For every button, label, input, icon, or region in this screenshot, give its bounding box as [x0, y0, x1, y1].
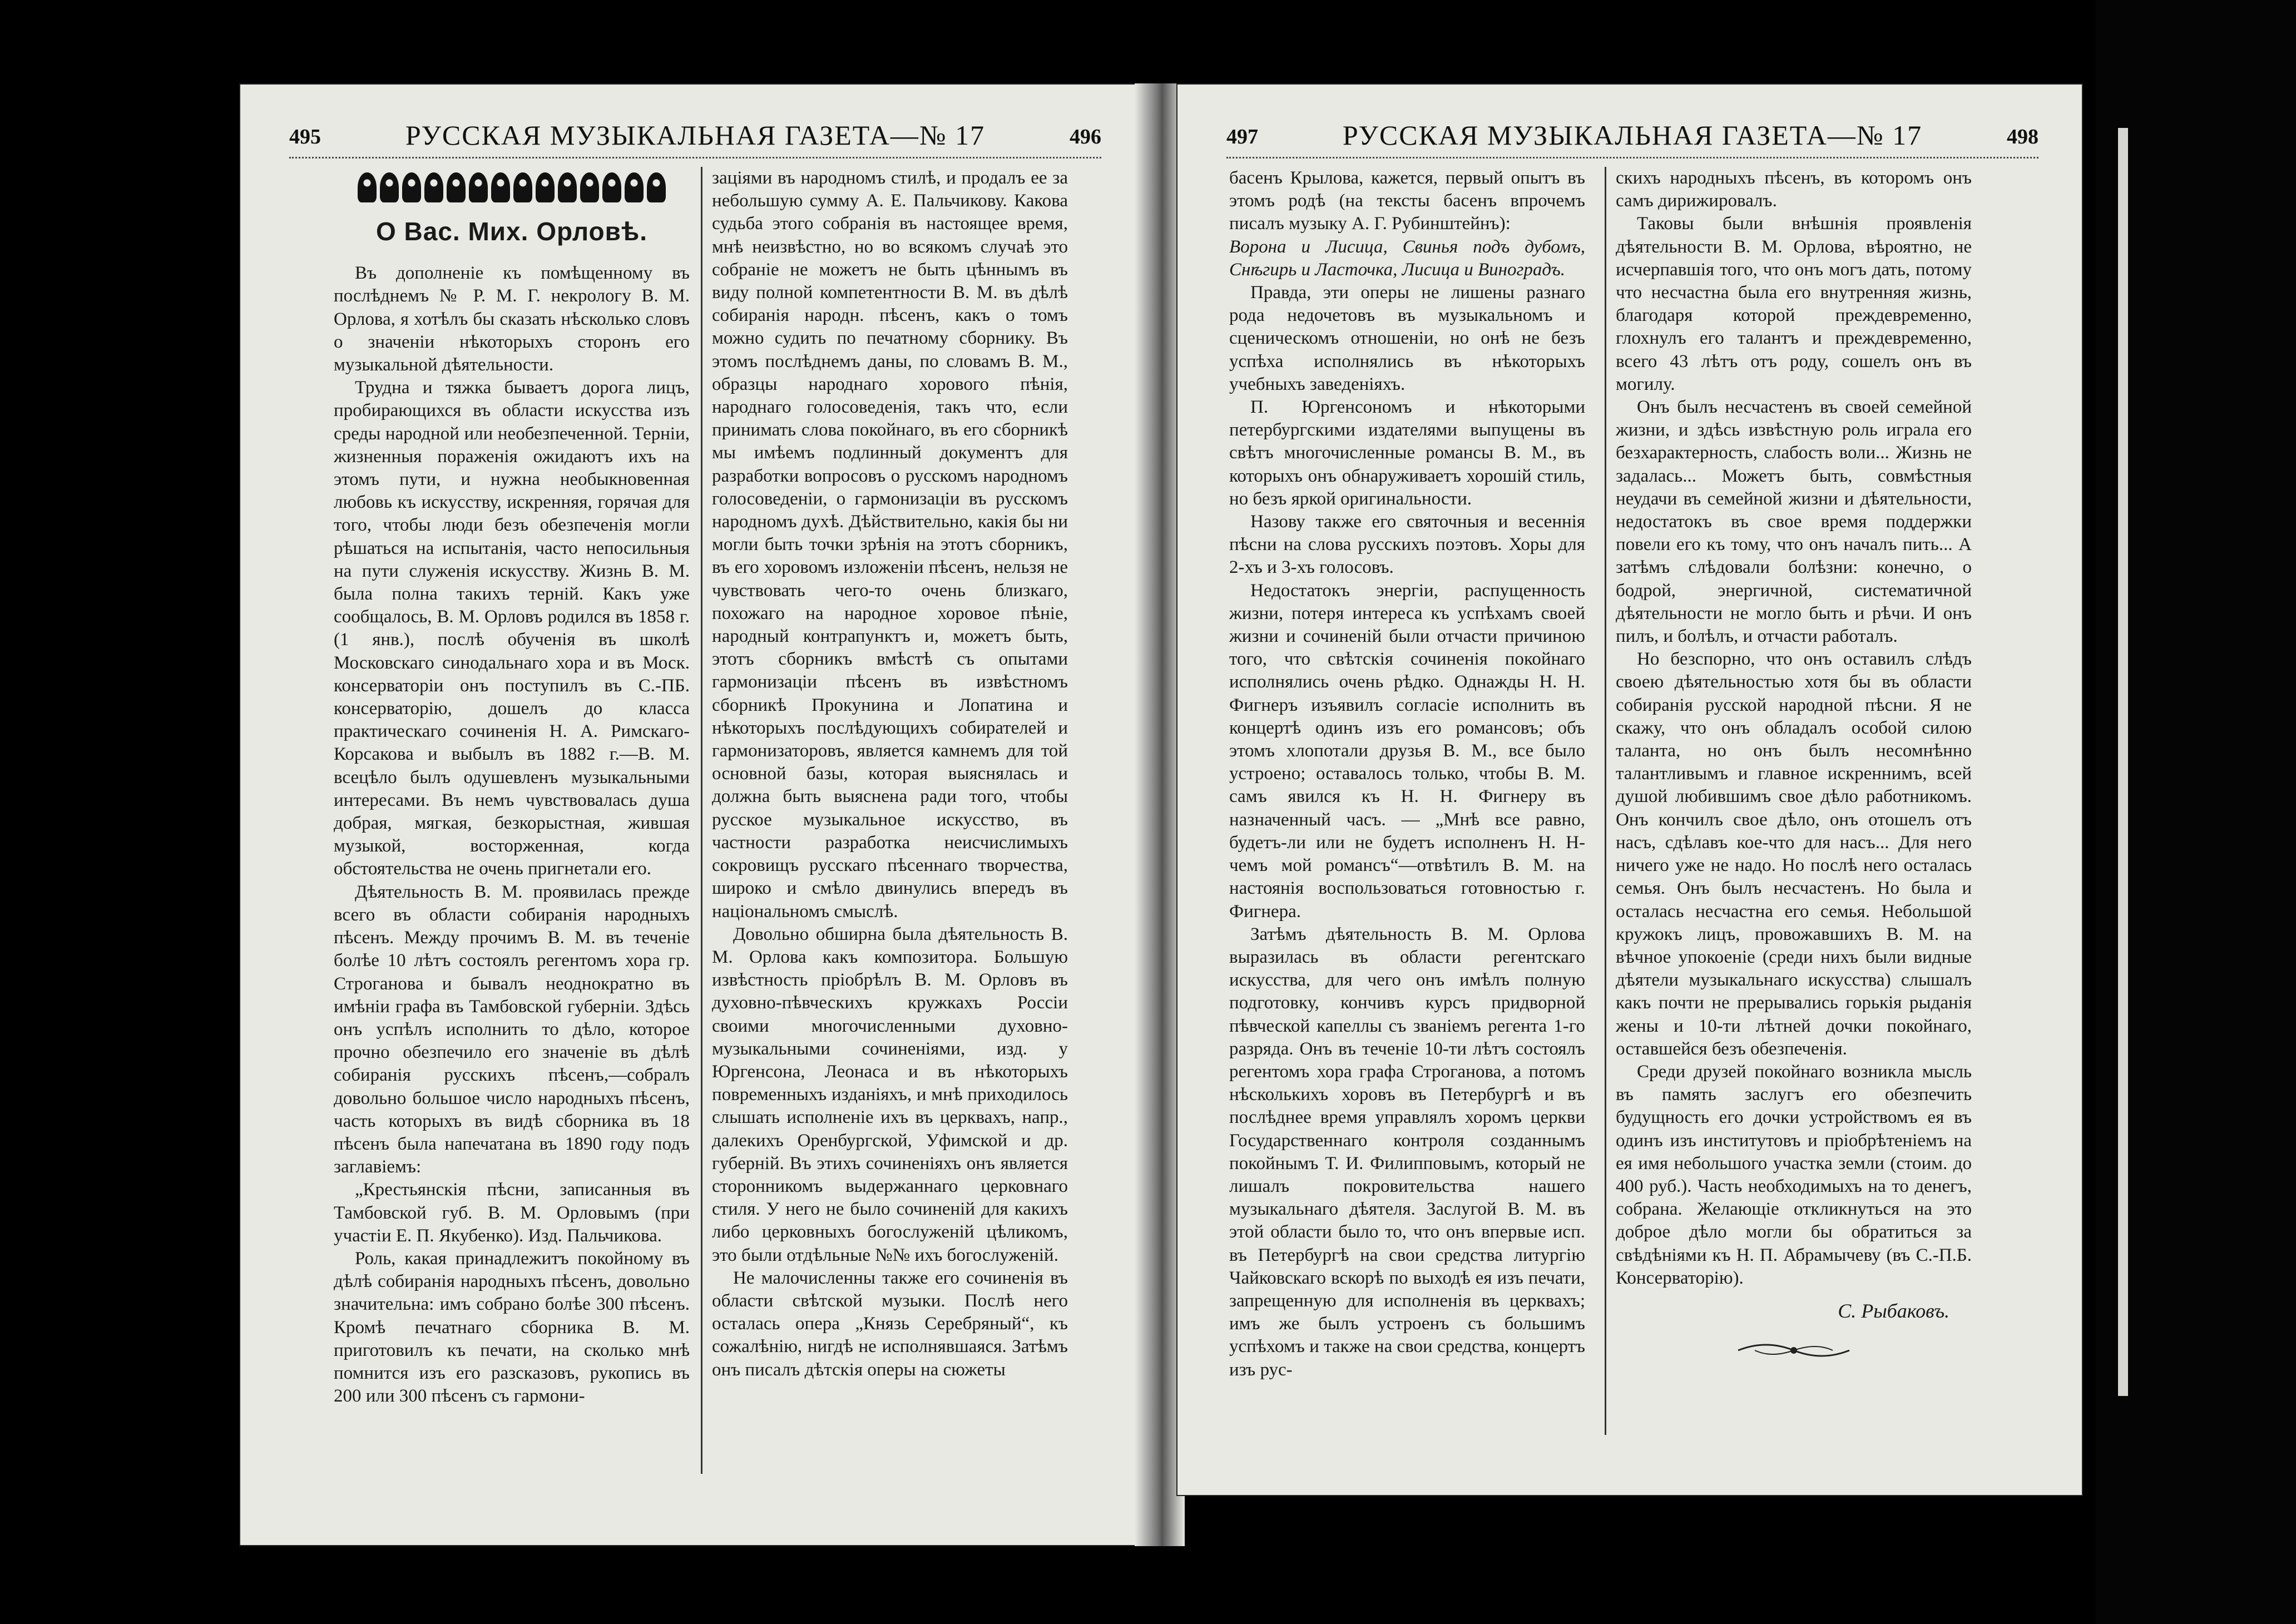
paragraph: Трудна и тяжка бываетъ дорога лицъ, пробирающихся въ области искусства изъ среды народной или необезпеченной. Терніи, жизненныя пораженія ожидаютъ ихъ на этомъ пути, и нужна необыкновенная любовь къ искусству, искренняя, горячая для того, чтобы люди безъ обезпеченія могли рѣшаться на испытанія, часто непосильныя на пути служенія искусству. Жизнь В. М. была полна такихъ терній. Какъ уже сообщалось, В. М. Орловъ родился въ 1858 г. (1 янв.), послѣ обученія въ школѣ Московскаго синодальнаго хора и въ Моск. консерваторіи онъ поступилъ въ С.-ПБ. консерваторію, дошелъ до класса практическаго сочиненія Н. А. Римскаго-Корсакова и выбылъ въ 1882 г.—В. М. всецѣло былъ одушевленъ музыкальными интересами. Въ немъ чувствовалась душа добрая, мягкая, безкорыстная, жившая музыкой, восторженная, когда обстоятельства не очень пригнетали его. — [334, 378, 690, 879]
column-1 — [334, 167, 690, 1408]
paragraph: скихъ народныхъ пѣсенъ, въ которомъ онъ самъ дирижировалъ. — [1616, 168, 1972, 211]
paragraph: Среди друзей покойнаго возникла мысль въ память заслугъ его обезпечить будущность его дочки устройствомъ ея въ одинъ изъ институтовъ и пріобрѣтеніемъ на ея имя небольшого участка земли (стоим. до 400 руб.). Часть необходимыхъ на то денегъ, собрана. Желающіе откликнуться на это доброе дѣло могли бы обратиться за свѣдѣніями къ Н. П. Абрамычеву (въ С.-П.Б. Консерваторію). — [1616, 1061, 1972, 1288]
ornament-icon — [334, 172, 690, 206]
paragraph: Дѣятельность В. М. проявилась прежде всего въ области собиранія народныхъ пѣсенъ. Между прочимъ В. М. въ теченіе болѣе 10 лѣтъ состоялъ регентомъ хора гр. Строганова и бывалъ неоднократно въ имѣніи графа въ Тамбовской губерніи. Здѣсь онъ успѣлъ исполнить то дѣло, которое прочно обезпечило его значеніе въ дѣлѣ собиранія русскихъ пѣсенъ,—собралъ довольно большое число народныхъ пѣсенъ, часть которыхъ въ видѣ сборника въ 18 пѣсенъ была напечатана въ 1890 году подъ заглавіемъ: — [334, 882, 690, 1177]
page-header — [1226, 117, 2038, 156]
header-rule — [289, 157, 1101, 159]
paragraph: Роль, какая принадлежитъ покойному въ дѣлѣ собиранія народныхъ пѣсенъ, довольно значительна: имъ собрано болѣе 300 пѣсенъ. Кромѣ печатнаго сборника В. М. приготовилъ къ печати, на сколько мнѣ помнится изъ его разсказовъ, рукопись въ 200 или 300 пѣсенъ съ гармони- — [334, 1248, 690, 1407]
end-ornament-icon — [1733, 1339, 1855, 1361]
masthead: РУССКАЯ МУЗЫКАЛЬНАЯ ГАЗЕТА—№ 17 — [405, 120, 986, 151]
page-number: 498 — [2007, 125, 2038, 148]
paragraph: Онъ былъ несчастенъ въ своей семейной жизни, и здѣсь извѣстную роль играла его безхарактерность, слабость воли... Жизнь не задалась... Можетъ быть, совмѣстныя неудачи въ семейной жизни и дѣятельности, недостатокъ въ свое время поддержки повели его къ тому, что онъ началъ пить... А затѣмъ слѣдовали болѣзни: конечно, о бодрой, энергичной, систематичной дѣятельности не могло быть и рѣчи. И онъ пилъ, и болѣлъ, и отчасти работалъ. — [1616, 397, 1972, 647]
paragraph: „Крестьянскія пѣсни, записанныя въ Тамбовской губ. В. М. Орловымъ (при участіи Е. П. Якубенко). Изд. Пальчикова. — [334, 1180, 690, 1246]
paragraph: басенъ Крылова, кажется, первый опытъ въ этомъ родѣ (на тексты басенъ впрочемъ писалъ музыку А. Г. Рубинштейнъ): — [1229, 168, 1585, 234]
paragraph: П. Юргенсономъ и нѣкоторыми петербургскими издателями выпущены въ свѣтъ многочисленные романсы В. М., въ которыхъ онъ обнаруживаетъ хорошій стиль, но безъ яркой оригинальности. — [1229, 397, 1585, 509]
author-signature: С. Рыбаковъ. — [1838, 1299, 1949, 1322]
header-rule — [1226, 157, 2038, 159]
column-1 — [1229, 167, 1585, 1382]
paragraph: Но безспорно, что онъ оставилъ слѣдъ своею дѣятельностью хотя бы въ области собиранія русской народной пѣсни. Я не скажу, что онъ обладалъ особой силою таланта, но онъ былъ несомнѣнно талантливымъ и главное искреннимъ, всей душой любившимъ свое дѣло работникомъ. Онъ кончилъ свое дѣло, онъ отошелъ отъ насъ, сдѣлавъ кое-что для насъ... Для него ничего уже не надо. Но послѣ него осталась семья. Онъ былъ несчастенъ. Но была и осталась несчастна его семья. Небольшой кружокъ лицъ, провожавшихъ В. М. на вѣчное упокоеніе (среди нихъ были видные дѣятели музыкальнаго искусства) слышалъ какъ почти не прерывались горькія рыданія жены и 10-ти лѣтней дочки покойнаго, оставшейся безъ обезпеченія. — [1616, 649, 1972, 1059]
opera-list: Ворона и Лисица, Свинья подъ дубомъ, Снѣгирь и Ласточка, Лисица и Виноградъ. — [1229, 236, 1585, 280]
left-page — [239, 83, 1146, 1546]
binding-edge — [2096, 0, 2296, 1624]
right-page — [1176, 83, 2083, 1496]
column-divider — [1605, 167, 1606, 1435]
paragraph: Затѣмъ дѣятельность В. М. Орлова выразилась въ области регентскаго искусства, для чего онъ имѣлъ полную подготовку, кончивъ курсъ придворной пѣвческой капеллы съ званіемъ регента 1-го разряда. Онъ въ теченіе 10-ти лѣтъ состоялъ регентомъ хора графа Строганова, а потомъ нѣсколькихъ хоровъ въ Петербургѣ и въ послѣднее время управлялъ хоромъ церкви Государственнаго контроля созданнымъ покойнымъ Т. И. Филипповымъ, который не лишалъ покровительства нашего музыкальнаго дѣятеля. Заслугой В. М. въ этой области было то, что онъ впервые исп. въ Петербургѣ на свои средства литургію Чайковскаго вскорѣ по выходѣ ея изъ печати, запрещенную для исполненія въ церквахъ; имъ же былъ устроенъ съ большимъ успѣхомъ и также на свои средства, концертъ изъ рус- — [1229, 924, 1585, 1380]
page-number: 495 — [289, 125, 321, 148]
paragraph: Въ дополненіе къ помѣщенному въ послѣднемъ № Р. М. Г. некрологу В. М. Орлова, я хотѣлъ бы сказать нѣсколько словъ о значеніи нѣкоторыхъ сторонъ его музыкальной дѣятельности. — [334, 263, 690, 375]
column-2 — [712, 167, 1068, 1382]
paragraph: Недостатокъ энергіи, распущенность жизни, потеря интереса къ успѣхамъ своей жизни и сочиненій были отчасти причиною того, что свѣтскія сочиненія покойнаго исполнялись очень рѣдко. Однажды Н. Н. Фигнеръ изъявилъ согласіе исполнить въ концертѣ одинъ изъ его романсовъ; объ этомъ хлопотали друзья В. М., все было устроено; оставалось только, чтобы В. М. самъ явился къ Н. Н. Фигнеру въ назначенный часъ. — „Мнѣ все равно, будетъ-ли или не будетъ исполненъ Н. Н-чемъ мой романсъ“—отвѣтилъ В. М. на настоянія воспользоваться готовностью г. Фигнера. — [1229, 580, 1585, 922]
page-number: 496 — [1070, 125, 1101, 148]
paragraph: Не малочисленны также его сочиненія въ области свѣтской музыки. Послѣ него осталась опера „Князь Серебряный“, къ сожалѣнію, нигдѣ не исполнявшаяся. Затѣмъ онъ писалъ дѣтскія оперы на сюжеты — [712, 1267, 1068, 1380]
column-divider — [701, 167, 702, 1474]
article-title: О Вас. Мих. Орловѣ. — [375, 217, 648, 246]
paragraph: Таковы были внѣшнія проявленія дѣятельности В. М. Орлова, вѣроятно, не исчерпавшія того, что онъ могъ дать, потому что несчастна была его внутренняя жизнь, благодаря которой преждевременно, глохнулъ его талантъ и преждевременно, всего 43 лѣтъ отъ роду, сошелъ онъ въ могилу. — [1616, 214, 1972, 394]
masthead: РУССКАЯ МУЗЫКАЛЬНАЯ ГАЗЕТА—№ 17 — [1342, 120, 1923, 151]
paragraph: Довольно обширна была дѣятельность В. М. Орлова какъ композитора. Большую извѣстность пріобрѣлъ В. М. Орловъ въ духовно-пѣвческихъ кружкахъ Россіи своими многочисленными духовно-музыкальными сочиненіями, изд. у Юргенсона, Леонаса и въ нѣкоторыхъ повременныхъ изданіяхъ, и мнѣ приходилось слышать исполненіе ихъ въ церквахъ, напр., далекихъ Оренбургской, Уфимской и др. губерній. Въ этихъ сочиненіяхъ онъ является сторонникомъ выдержаннаго церковнаго стиля. У него не было сочиненій для какихъ либо церковныхъ богослуженій цѣликомъ, это были отдѣльные №№ ихъ богослуженій. — [712, 924, 1068, 1265]
paragraph: Назову также его святочныя и весеннія пѣсни на слова русскихъ поэтовъ. Хоры для 2-хъ и 3-хъ голосовъ. — [1229, 512, 1585, 578]
paragraph: заціями въ народномъ стилѣ, и продалъ ее за небольшую сумму А. Е. Пальчикову. Какова судьба этого собранія въ настоящее время, мнѣ неизвѣстно, но во всякомъ случаѣ это собраніе не можетъ не быть цѣннымъ въ виду полной компетентности В. М. въ дѣлѣ собиранія народн. пѣсенъ, какъ о томъ можно судить по печатному сборнику. Въ этомъ послѣднемъ даны, по словамъ В. М., образцы народнаго хорового пѣнія, народнаго голосоведенія, такъ что, если принимать слова покойнаго, въ его сборникѣ мы имѣемъ подлинный документъ для разработки вопросовъ о русскомъ народномъ голосоведеніи, о гармонизаціи въ русскомъ народномъ духѣ. Дѣйствительно, какія бы ни могли быть точки зрѣнія на этотъ сборникъ, въ его хоровомъ изложеніи пѣсенъ, нельзя не чувствовать чего-то очень близкаго, похожаго на народное хоровое пѣніе, народный контрапунктъ и, можетъ быть, этотъ сборникъ вмѣстѣ съ опытами гармонизаціи пѣсенъ въ извѣстномъ сборникѣ Прокунина и Лопатина и нѣкоторыхъ послѣдующихъ собирателей и гармонизаторовъ, является камнемъ для той основной базы, которая выяснялась и должна быть выяснена ради того, чтобы русское музыкальное искусство, въ частности разработка неисчислимыхъ сокровищъ русскаго пѣсеннаго творчества, широко и смѣло двинулись впередъ въ національномъ смыслѣ. — [712, 168, 1068, 922]
page-header — [289, 117, 1101, 156]
paragraph: Правда, эти оперы не лишены разнаго рода недочетовъ въ музыкальномъ и сценическомъ отношеніи, но онѣ не безъ успѣха исполнялись въ нѣкоторыхъ учебныхъ заведеніяхъ. — [1229, 283, 1585, 394]
column-2 — [1616, 167, 1972, 1361]
page-number: 497 — [1226, 125, 1258, 148]
